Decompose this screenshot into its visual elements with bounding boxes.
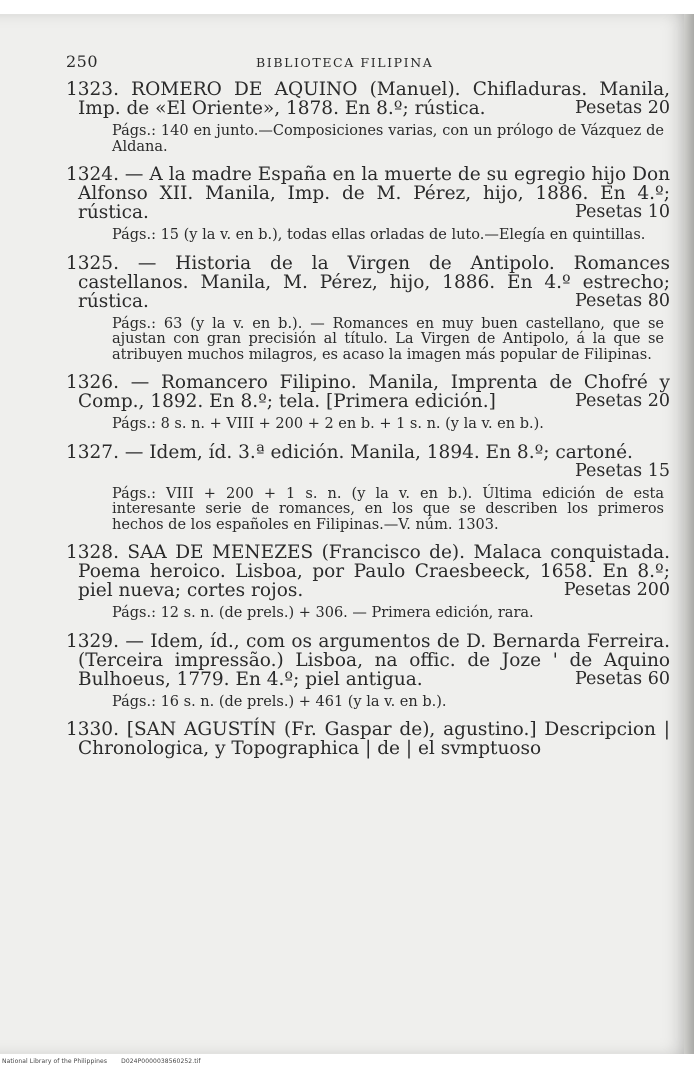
entry-price: Pesetas 10 xyxy=(575,202,670,222)
scan-footer xyxy=(2,1058,201,1065)
entry-1329 xyxy=(66,632,670,711)
entry-text: 1329. — Idem, íd., com os argumentos de D. Bernarda Ferreira. (Terceira impressão.) Lisboa, na offic. de Joze ' de Aquino Bulhoeus, 1779. En 4.º; piel antigua. xyxy=(66,630,670,690)
entry-price: Pesetas 20 xyxy=(575,391,670,411)
page-number: 250 xyxy=(66,52,99,71)
document-page xyxy=(66,52,670,768)
entry-1330 xyxy=(66,720,670,758)
entry-text: 1328. SAA DE MENEZES (Francisco de). Malaca conquistada. Poema heroico. Lisboa, por Paulo Craesbeeck, 1658. En 8.º; piel nueva; cortes rojos. xyxy=(66,542,670,601)
entry-1323 xyxy=(66,80,670,155)
entry-text: 1323. ROMERO DE AQUINO (Manuel). Chifladuras. Manila, Imp. de «El Oriente», 1878. En 8.º; rústica. xyxy=(66,79,670,119)
entry-text: 1327. — Idem, íd. 3.ª edición. Manila, 1894. En 8.º; cartoné. xyxy=(66,441,633,463)
entry-text: 1330. [SAN AGUSTÍN (Fr. Gaspar de), agustino.] Descripcion | Chronologica, y Topographica | de | el svmptuoso xyxy=(66,719,670,759)
entry-1325 xyxy=(66,254,670,364)
entry-price: Pesetas 15 xyxy=(575,460,670,481)
entry-1327 xyxy=(66,443,670,534)
entry-note: Págs.: VIII + 200 + 1 s. n. (y la v. en b.). Última edición de esta interesante serie de romances, en los que se describen los primeros hechos de los españoles en Filipinas.—V. núm. 1303. xyxy=(112,485,664,533)
entry-note: Págs.: 140 en junto.—Composiciones varias, con un prólogo de Vázquez de Aldana. xyxy=(112,123,664,155)
footer-library: National Library of the Philippines xyxy=(2,1058,108,1065)
entry-1324 xyxy=(66,165,670,244)
entry-note: Págs.: 15 (y la v. en b.), todas ellas orladas de luto.—Elegía en quintillas. xyxy=(112,227,646,243)
entry-note: Págs.: 16 s. n. (de prels.) + 461 (y la v. en b.). xyxy=(112,693,447,710)
entry-text: 1326. — Romancero Filipino. Manila, Imprenta de Chofré y Comp., 1892. En 8.º; tela. [Primera edición.] xyxy=(66,372,670,412)
entry-price: Pesetas 60 xyxy=(575,668,670,689)
entry-text: 1325. — Historia de la Virgen de Antipolo. Romances castellanos. Manila, M. Pérez, hijo, 1886. En 4.º estrecho; rústica. xyxy=(66,252,670,312)
entry-1328 xyxy=(66,543,670,622)
entry-text: 1324. — A la madre España en la muerte de su egregio hijo Don Alfonso XII. Manila, Imp. de M. Pérez, hijo, 1886. En 4.º; rústica. xyxy=(66,164,670,223)
entry-note: Págs.: 12 s. n. (de prels.) + 306. — Primera edición, rara. xyxy=(112,605,534,621)
entry-price: Pesetas 80 xyxy=(575,290,670,311)
entry-price: Pesetas 20 xyxy=(575,98,670,118)
entry-note: Págs.: 8 s. n. + VIII + 200 + 2 en b. + 1 s. n. (y la v. en b.). xyxy=(112,416,544,432)
entry-note: Págs.: 63 (y la v. en b.). — Romances en muy buen castellano, que se ajustan con gran precisión al título. La Virgen de Antipolo, á la que se atribuyen muchos milagros, es acaso la imagen más popular de Filipinas. xyxy=(112,315,664,363)
footer-code: D024P0000038560252.tif xyxy=(121,1058,201,1065)
entry-1326 xyxy=(66,373,670,433)
running-head: BIBLIOTECA FILIPINA xyxy=(256,55,434,70)
entry-price: Pesetas 200 xyxy=(563,580,670,600)
page-header xyxy=(66,52,670,74)
page-edge-shadow xyxy=(684,14,694,1054)
